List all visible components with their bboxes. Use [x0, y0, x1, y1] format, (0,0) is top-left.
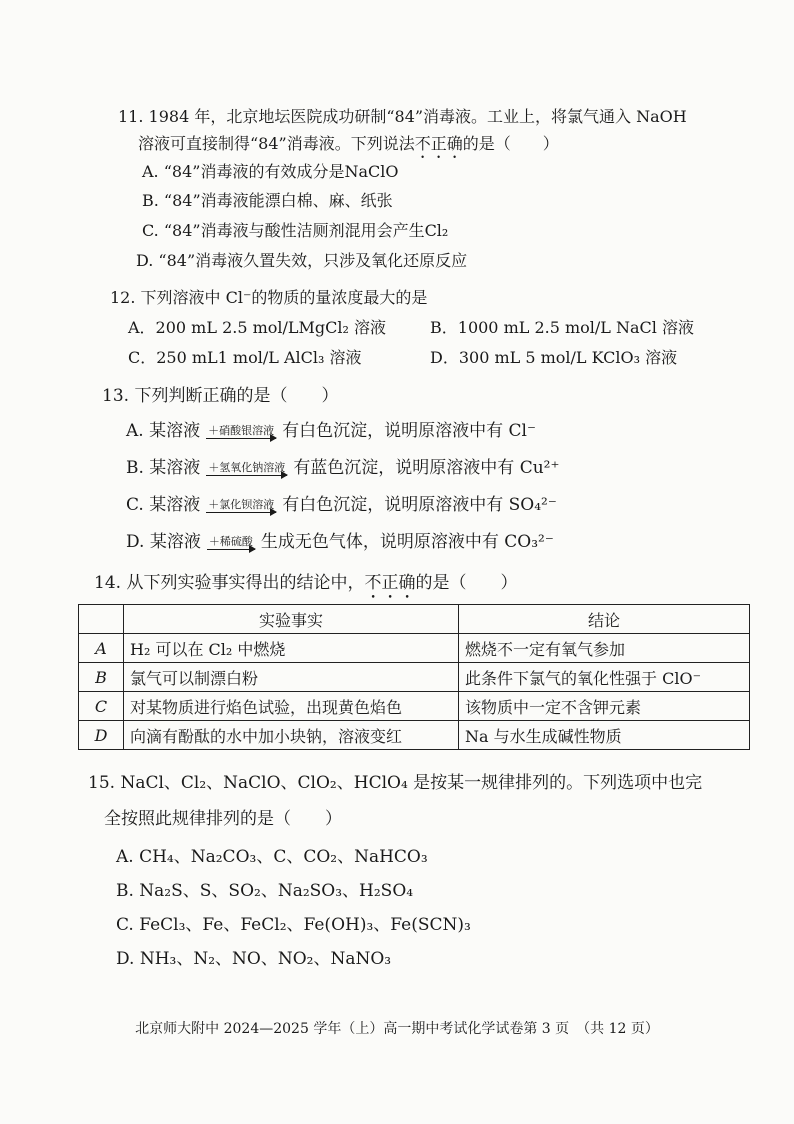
table-header-row [79, 605, 750, 634]
q15-option-c: C. FeCl₃、Fe、FeCl₂、Fe(OH)₃、Fe(SCN)₃ [116, 915, 471, 935]
table-row [79, 692, 750, 721]
table-row [79, 634, 750, 663]
reaction-arrow: ＋氯化钡溶液 [208, 498, 275, 511]
q11-option-d: D. “84”消毒液久置失效，只涉及氧化还原反应 [136, 251, 468, 270]
arrow-icon [206, 475, 287, 476]
q11-emphasis: 不正确 [414, 134, 463, 153]
table-cell: 该物质中一定不含钾元素 [459, 692, 750, 721]
q15-option-a: A. CH₄、Na₂CO₃、C、CO₂、NaHCO₃ [116, 847, 428, 867]
q11-stem-line2: 溶液可直接制得“84”消毒液。下列说法不正确的是（ ） [138, 134, 559, 153]
q15-option-b: B. Na₂S、S、SO₂、Na₂SO₃、H₂SO₄ [116, 881, 414, 901]
arrow-icon [206, 512, 276, 513]
reaction-arrow: ＋氢氧化钠溶液 [208, 461, 286, 474]
q12-stem: 12. 下列溶液中 Cl⁻的物质的量浓度最大的是 [110, 288, 428, 307]
q13-option-c: C. 某溶液 ＋氯化钡溶液 有白色沉淀，说明原溶液中有 SO₄²⁻ [126, 495, 557, 515]
q13-option-a: A. 某溶液 ＋硝酸银溶液 有白色沉淀，说明原溶液中有 Cl⁻ [126, 421, 536, 441]
q15-stem-line2: 全按照此规律排列的是（ ） [104, 809, 342, 829]
arrow-icon [207, 549, 255, 550]
table-header-cell: 实验事实 [124, 605, 459, 634]
q12-option-d: D．300 mL 5 mol/L KClO₃ 溶液 [430, 348, 678, 367]
q11-stem-line1: 11. 1984 年，北京地坛医院成功研制“84”消毒液。工业上，将氯气通入 NaOH [118, 107, 687, 126]
table-row [79, 721, 750, 750]
q15-stem-line1: 15. NaCl、Cl₂、NaClO、ClO₂、HClO₄ 是按某一规律排列的。下列选项中也完 [88, 773, 703, 793]
table-row [79, 663, 750, 692]
table-cell: 向滴有酚酞的水中加小块钠，溶液变红 [124, 721, 459, 750]
table-cell: 此条件下氯气的氧化性强于 ClO⁻ [459, 663, 750, 692]
q12-option-a: A．200 mL 2.5 mol/LMgCl₂ 溶液 [128, 318, 387, 337]
q14-stem: 14. 从下列实验事实得出的结论中，不正确的是（ ） [94, 573, 518, 593]
table-cell: Na 与水生成碱性物质 [459, 721, 750, 750]
q14-table [78, 604, 750, 750]
table-header-cell: 结论 [459, 605, 750, 634]
table-cell: B [79, 663, 124, 692]
reaction-arrow: ＋硝酸银溶液 [208, 424, 275, 437]
table-cell: A [79, 634, 124, 663]
page-footer: 北京师大附中 2024—2025 学年（上）高一期中考试化学试卷第 3 页 （共 12 页） [135, 1021, 659, 1037]
table-cell: 燃烧不一定有氧气参加 [459, 634, 750, 663]
arrow-icon [206, 438, 276, 439]
table-header-cell [79, 605, 124, 634]
q12-option-c: C．250 mL1 mol/L AlCl₃ 溶液 [128, 348, 362, 367]
q12-option-b: B．1000 mL 2.5 mol/L NaCl 溶液 [430, 318, 694, 337]
q13-option-b: B. 某溶液 ＋氢氧化钠溶液 有蓝色沉淀，说明原溶液中有 Cu²⁺ [126, 458, 560, 478]
q13-option-d: D. 某溶液 ＋稀硫酸 生成无色气体，说明原溶液中有 CO₃²⁻ [126, 532, 554, 552]
table-cell: 对某物质进行焰色试验，出现黄色焰色 [124, 692, 459, 721]
q13-stem: 13. 下列判断正确的是（ ） [102, 386, 339, 406]
q14-emphasis: 不正确 [364, 573, 416, 593]
q15-option-d: D. NH₃、N₂、NO、NO₂、NaNO₃ [116, 949, 392, 969]
q11-option-b: B. “84”消毒液能漂白棉、麻、纸张 [142, 191, 393, 210]
table-cell: H₂ 可以在 Cl₂ 中燃烧 [124, 634, 459, 663]
table-cell: C [79, 692, 124, 721]
reaction-arrow: ＋稀硫酸 [208, 535, 253, 548]
q11-option-a: A. “84”消毒液的有效成分是NaClO [142, 162, 399, 181]
q11-option-c: C. “84”消毒液与酸性洁厕剂混用会产生Cl₂ [142, 221, 449, 240]
table-cell: D [79, 721, 124, 750]
table-cell: 氯气可以制漂白粉 [124, 663, 459, 692]
